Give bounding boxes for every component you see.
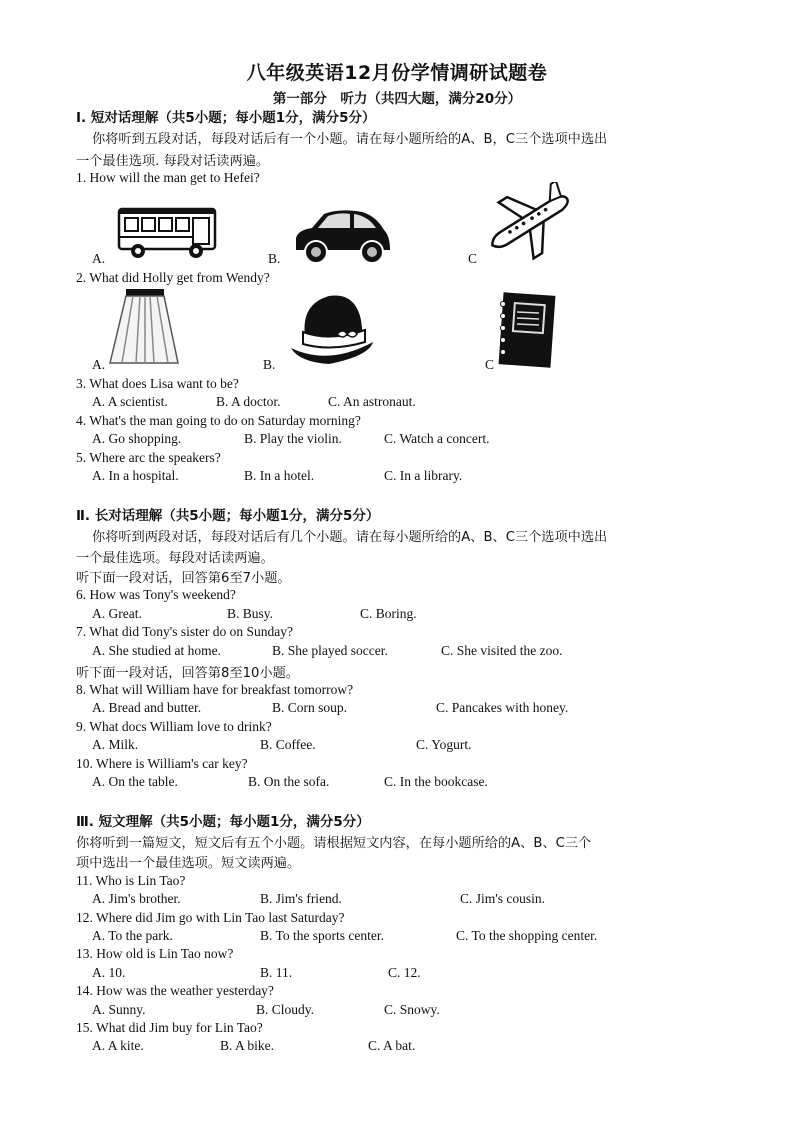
q3-option-b: B. A doctor. xyxy=(216,394,281,409)
q14-option-b: B. Cloudy. xyxy=(256,1002,315,1017)
q12-option-c: C. To the shopping center. xyxy=(456,928,598,943)
q5-option-a: A. In a hospital. xyxy=(92,468,179,483)
q14-option-c: C. Snowy. xyxy=(384,1002,440,1017)
question-3: 3. What does Lisa want to be? xyxy=(76,376,239,391)
q9-option-b: B. Coffee. xyxy=(260,737,316,752)
question-14: 14. How was the weather yesterday? xyxy=(76,983,274,998)
q7-option-c: C. She visited the zoo. xyxy=(441,643,563,658)
q8-option-c: C. Pancakes with honey. xyxy=(436,700,569,715)
section-1-heading: Ⅰ. 短对话理解（共5小题；每小题1分，满分5分） xyxy=(76,110,376,126)
question-5: 5. Where arc the speakers? xyxy=(76,450,221,465)
question-12: 12. Where did Jim go with Lin Tao last Saturday? xyxy=(76,910,345,925)
section-2-instruction-2: 一个最佳选项。每段对话读两遍。 xyxy=(76,551,274,566)
question-8: 8. What will William have for breakfast tomorrow? xyxy=(76,682,354,697)
q13-option-b: B. 11. xyxy=(260,965,293,980)
section-3-instruction-1: 你将听到一篇短文，短文后有五个小题。请根据短文内容，在每小题所给的A、B、C三个 xyxy=(76,836,592,851)
section-2-heading: Ⅱ. 长对话理解（共5小题；每小题1分，满分5分） xyxy=(76,508,380,524)
q15-option-c: C. A bat. xyxy=(368,1038,416,1053)
airplane-icon xyxy=(478,182,578,264)
q1-option-c: C xyxy=(468,251,478,266)
bus-icon xyxy=(116,205,218,261)
q6-option-b: B. Busy. xyxy=(227,606,274,621)
q10-option-b: B. On the sofa. xyxy=(248,774,330,789)
q2-option-b: B. xyxy=(263,357,276,372)
q13-option-a: A. 10. xyxy=(92,965,126,980)
q15-option-a: A. A kite. xyxy=(92,1038,144,1053)
section-2-instruction-1: 你将听到两段对话，每段对话后有几个小题。请在每小题所给的A、B、C三个选项中选出 xyxy=(92,530,608,545)
q2-option-c: C xyxy=(485,357,495,372)
car-icon xyxy=(290,206,394,266)
q10-option-a: A. On the table. xyxy=(92,774,178,789)
notebook-icon xyxy=(495,290,557,370)
part-subtitle: 第一部分 听力（共四大题，满分20分） xyxy=(272,91,522,107)
q3-option-a: A. A scientist. xyxy=(92,394,168,409)
question-1: 1. How will the man get to Hefei? xyxy=(76,170,260,185)
section-2-sub-2: 听下面一段对话，回答第8至10小题。 xyxy=(76,666,299,681)
q13-option-c: C. 12. xyxy=(388,965,421,980)
q6-option-a: A. Great. xyxy=(92,606,142,621)
q4-option-b: B. Play the violin. xyxy=(244,431,342,446)
question-11: 11. Who is Lin Tao? xyxy=(76,873,186,888)
q4-option-a: A. Go shopping. xyxy=(92,431,182,446)
q9-option-c: C. Yogurt. xyxy=(416,737,472,752)
section-1-instruction-1: 你将听到五段对话，每段对话后有一个小题。请在每小题所给的A、B，C三个选项中选出 xyxy=(92,132,608,147)
q8-option-b: B. Corn soup. xyxy=(272,700,348,715)
question-9: 9. What docs William love to drink? xyxy=(76,719,272,734)
question-2: 2. What did Holly get from Wendy? xyxy=(76,270,270,285)
q12-option-a: A. To the park. xyxy=(92,928,173,943)
q12-option-b: B. To the sports center. xyxy=(260,928,385,943)
q14-option-a: A. Sunny. xyxy=(92,1002,146,1017)
question-4: 4. What's the man going to do on Saturday morning? xyxy=(76,413,361,428)
section-2-sub-1: 听下面一段对话，回答第6至7小题。 xyxy=(76,571,291,586)
q4-option-c: C. Watch a concert. xyxy=(384,431,490,446)
q9-option-a: A. Milk. xyxy=(92,737,139,752)
q11-option-a: A. Jim's brother. xyxy=(92,891,181,906)
q1-option-a: A. xyxy=(92,251,106,266)
page-title: 八年级英语12月份学情调研试题卷 xyxy=(246,62,548,84)
q5-option-c: C. In a library. xyxy=(384,468,463,483)
question-6: 6. How was Tony's weekend? xyxy=(76,587,236,602)
q3-option-c: C. An astronaut. xyxy=(328,394,416,409)
question-15: 15. What did Jim buy for Lin Tao? xyxy=(76,1020,263,1035)
q1-option-b: B. xyxy=(268,251,281,266)
question-13: 13. How old is Lin Tao now? xyxy=(76,946,234,961)
q6-option-c: C. Boring. xyxy=(360,606,417,621)
section-3-instruction-2: 项中选出一个最佳选项。短文读两遍。 xyxy=(76,856,301,871)
section-1-instruction-2: 一个最佳选项. 每段对话读两遍。 xyxy=(76,154,270,169)
q5-option-b: B. In a hotel. xyxy=(244,468,315,483)
q7-option-a: A. She studied at home. xyxy=(92,643,221,658)
hat-icon xyxy=(285,290,377,370)
skirt-icon xyxy=(108,287,180,369)
q7-option-b: B. She played soccer. xyxy=(272,643,388,658)
section-3-heading: Ⅲ. 短文理解（共5小题；每小题1分，满分5分） xyxy=(76,814,370,830)
q15-option-b: B. A bike. xyxy=(220,1038,275,1053)
q11-option-c: C. Jim's cousin. xyxy=(460,891,545,906)
q2-option-a: A. xyxy=(92,357,106,372)
q11-option-b: B. Jim's friend. xyxy=(260,891,342,906)
q8-option-a: A. Bread and butter. xyxy=(92,700,202,715)
q10-option-c: C. In the bookcase. xyxy=(384,774,488,789)
question-10: 10. Where is William's car key? xyxy=(76,756,248,771)
question-7: 7. What did Tony's sister do on Sunday? xyxy=(76,624,293,639)
